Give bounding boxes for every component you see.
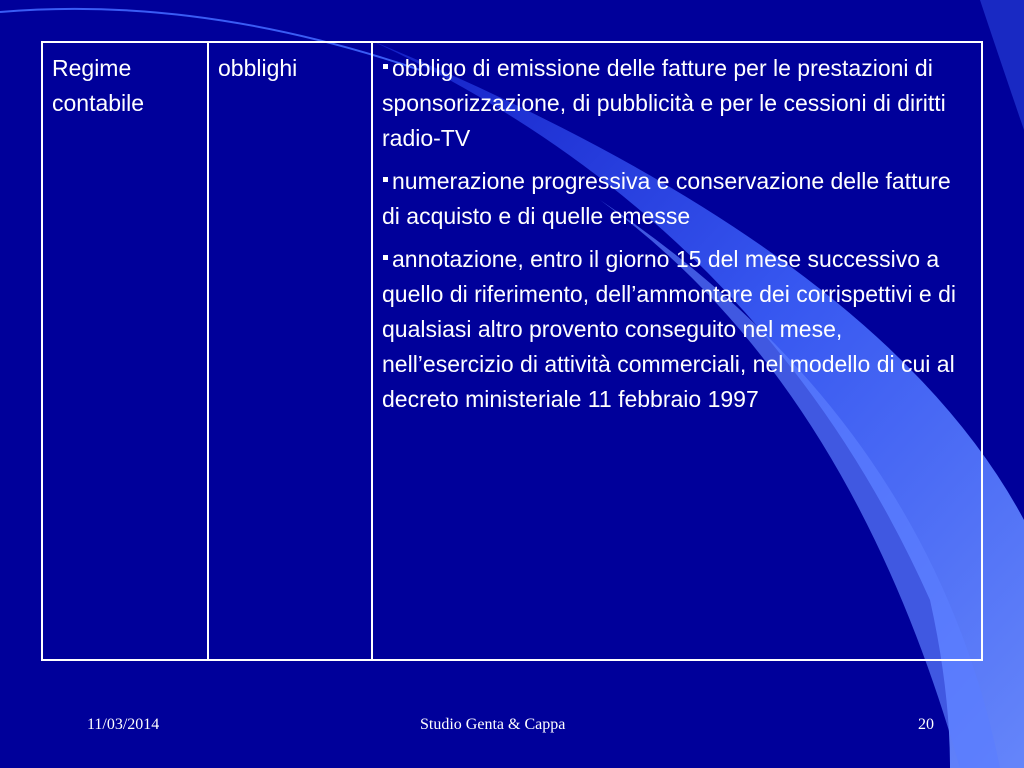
content-table	[41, 41, 983, 661]
square-bullet-icon	[383, 64, 388, 69]
page-number: 20	[918, 716, 934, 733]
obblighi-cell: obblighi	[208, 42, 372, 660]
bullet-text: numerazione progressiva e conservazione delle fatture di acquisto e di quelle emesse	[382, 168, 951, 229]
table-row	[42, 42, 982, 660]
list-item	[382, 242, 973, 417]
list-item	[382, 164, 973, 234]
regime-cell: Regime contabile	[42, 42, 208, 660]
bullet-list	[382, 51, 973, 417]
bullet-text: obbligo di emissione delle fatture per le prestazioni di sponsorizzazione, di pubblicità e per le cessioni di diritti radio-TV	[382, 55, 946, 151]
list-item	[382, 51, 973, 156]
bullets-cell	[372, 42, 982, 660]
square-bullet-icon	[383, 255, 388, 260]
footer-date: 11/03/2014	[87, 716, 160, 733]
bullet-text: annotazione, entro il giorno 15 del mese successivo a quello di riferimento, dell’ammontare dei corrispettivi e di qualsiasi altro provento conseguito nel mese, nell’esercizio di attività commerciali, nel modello di cui al decreto ministeriale 11 febbraio 1997	[382, 246, 956, 412]
footer-author: Studio Genta & Cappa	[420, 716, 566, 733]
square-bullet-icon	[383, 177, 388, 182]
